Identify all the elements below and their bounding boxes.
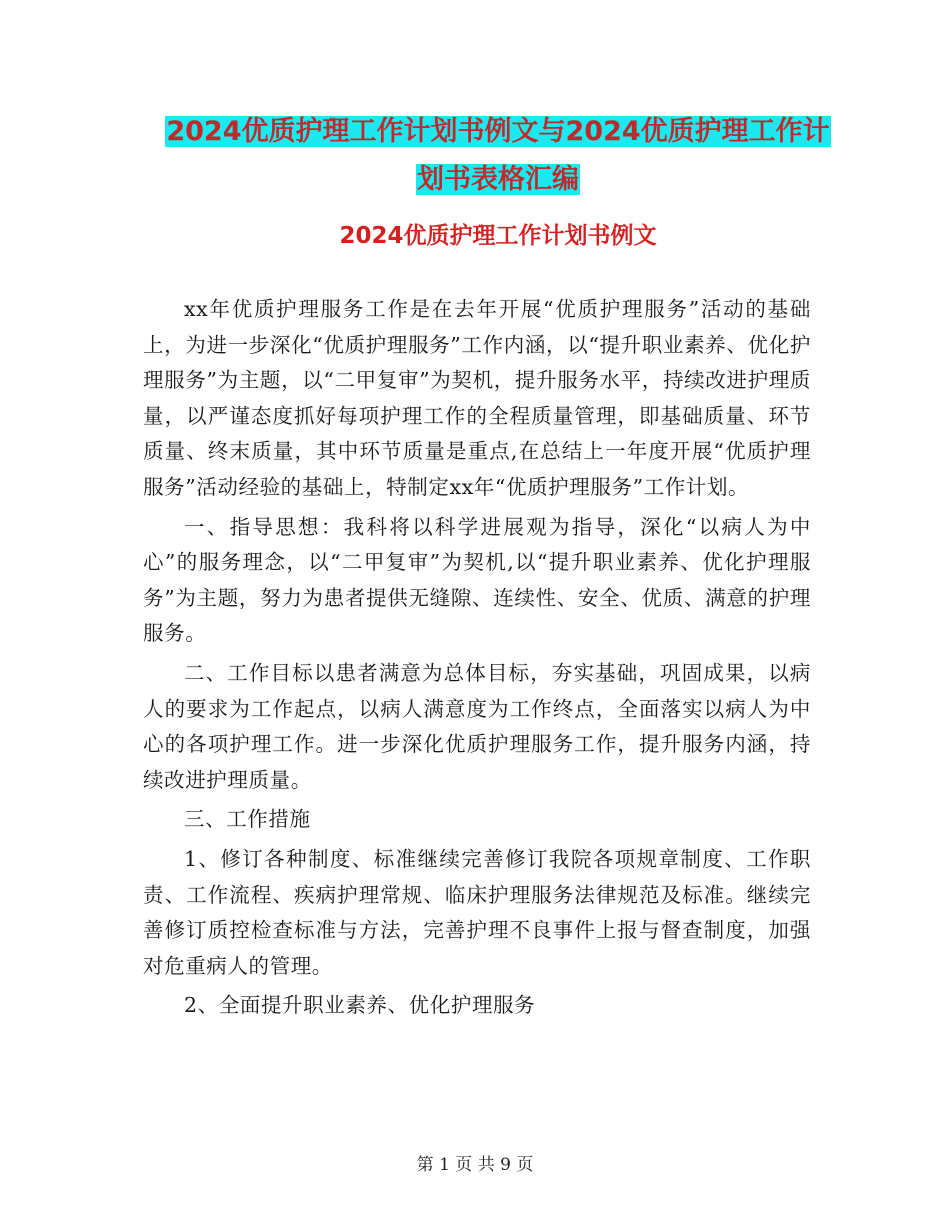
- paragraph-measure-1: 1、修订各种制度、标准继续完善修订我院各项规章制度、工作职责、工作流程、疾病护理常规、临床护理服务法律规范及标准。继续完善修订质控检查标准与方法，完善护理不良事件上报与督查制度，加强对危重病人的管理。: [143, 846, 811, 978]
- section-title: 2024优质护理工作计划书例文: [339, 223, 657, 249]
- document-title-line-1: 2024优质护理工作计划书例文与2024优质护理工作计: [166, 116, 830, 147]
- paragraph-guiding-thought: 一、指导思想：我科将以科学进展观为指导，深化“以病人为中心”的服务理念，以“二甲复审”为契机,以“提升职业素养、优化护理服务”为主题，努力为患者提供无缝隙、连续性、安全、优质、满意的护理服务。: [143, 514, 811, 646]
- document-title-line-2: 划书表格汇编: [417, 164, 579, 195]
- document-body: [143, 292, 811, 1028]
- paragraph-measures-heading: 三、工作措施: [184, 807, 311, 832]
- page-footer: 第 1 页 共 9 页: [416, 1155, 534, 1175]
- paragraph-work-goal: 二、工作目标以患者满意为总体目标，夯实基础，巩固成果，以病人的要求为工作起点，以病人满意度为工作终点，全面落实以病人为中心的各项护理工作。进一步深化优质护理服务工作，提升服务内涵，持续改进护理质量。: [143, 660, 811, 792]
- paragraph-intro: xx年优质护理服务工作是在去年开展“优质护理服务”活动的基础上，为进一步深化“优质护理服务”工作内涵，以“提升职业素养、优化护理服务”为主题，以“二甲复审”为契机，提升服务水平，持续改进护理质量，以严谨态度抓好每项护理工作的全程质量管理，即基础质量、环节质量、终末质量，其中环节质量是重点,在总结上一年度开展“优质护理服务”活动经验的基础上，特制定xx年“优质护理服务”工作计划。: [143, 297, 811, 499]
- document-title: [140, 108, 856, 204]
- paragraph-measure-2: 2、全面提升职业素养、优化护理服务: [184, 993, 536, 1018]
